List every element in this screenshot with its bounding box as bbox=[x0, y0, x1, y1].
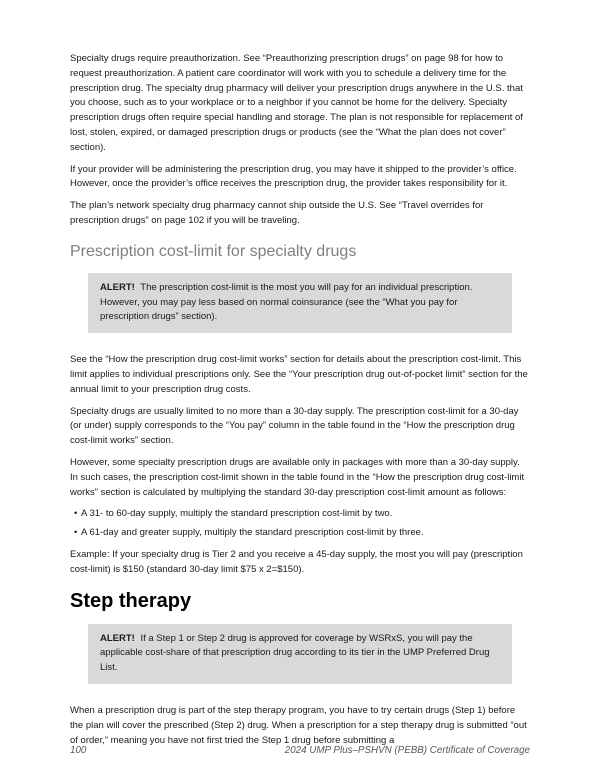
alert-text: If a Step 1 or Step 2 drug is approved for coverage by WSRxS, you will pay the applicable cost-share of that prescription drug according to its tier in the UMP Preferred Drug List. bbox=[100, 632, 490, 674]
list-item bbox=[70, 526, 530, 541]
list-item bbox=[70, 507, 530, 522]
paragraph-cost-limit-details: See the “How the prescription drug cost-limit works” section for details about the prescription cost-limit. This limit applies to individual prescriptions only. See the “Your prescription drug out-of-pocket limit” section for the annual limit to your prescription drug costs. bbox=[70, 354, 528, 395]
page-footer bbox=[70, 744, 530, 759]
cost-limit-multiplier-list bbox=[70, 507, 530, 541]
alert-label: ALERT! bbox=[100, 281, 135, 293]
bullet-icon: • bbox=[74, 527, 78, 539]
section-heading-step-therapy: Step therapy bbox=[70, 589, 192, 612]
section-heading-cost-limit: Prescription cost-limit for specialty drugs bbox=[70, 242, 357, 260]
alert-box-step-therapy bbox=[88, 624, 512, 684]
paragraph-example: Example: If your specialty drug is Tier 2 and you receive a 45-day supply, the most you will pay (prescription cost-limit) is $150 (standard 30-day limit $75 x 2=$150). bbox=[70, 548, 523, 575]
paragraph-provider-shipping: If your provider will be administering the prescription drug, you may have it shipped to the provider’s office. However, once the provider’s office receives the prescription drug, the provider takes responsibility for it. bbox=[70, 163, 517, 190]
footer-doc-title: 2024 UMP Plus–PSHVN (PEBB) Certificate of Coverage bbox=[284, 745, 530, 757]
page-content bbox=[70, 52, 530, 755]
paragraph-30-day-supply: Specialty drugs are usually limited to no more than a 30-day supply. The prescription cost-limit for a 30-day (or under) supply corresponds to the “You pay” column in the table found in the “How the prescription drug cost-limit works” section. bbox=[70, 405, 519, 447]
list-item-text: A 61-day and greater supply, multiply the standard prescription cost-limit by three. bbox=[81, 527, 424, 539]
paragraph-no-international-shipping: The plan’s network specialty drug pharmacy cannot ship outside the U.S. See “Travel overrides for prescription drugs” on page 102 if you will be traveling. bbox=[70, 200, 484, 226]
paragraph-packages-over-30-day: However, some specialty prescription drugs are available only in packages with more than a 30-day supply. In such cases, the prescription cost-limit shown in the table found in the “How the prescription drug cost-limit works” section is calculated by multiplying the standard 30-day prescription cost-limit amount as follows: bbox=[70, 456, 525, 498]
paragraph-preauthorization: Specialty drugs require preauthorization. See “Preauthorizing prescription drugs” on page 98 for how to request preauthorization. A patient care coordinator will work with you to schedule a delivery time for the prescription drug. The specialty drug pharmacy will deliver your prescription drugs anywhere in the U.S. that you choose, such as to your workplace or to a neighbor if you cannot be home for the delivery. Specialty prescription drugs often require special handling and storage. The plan is not responsible for replacement of lost, stolen, expired, or damaged prescription drugs or products (see the “What the plan does not cover” section). bbox=[70, 53, 523, 153]
alert-box-cost-limit bbox=[88, 273, 512, 333]
list-item-text: A 31- to 60-day supply, multiply the standard prescription cost-limit by two. bbox=[81, 508, 393, 520]
alert-text: The prescription cost-limit is the most you will pay for an individual prescription. However, you may pay less based on normal coinsurance (see the “What you pay for prescription drugs” section). bbox=[100, 281, 473, 323]
bullet-icon: • bbox=[74, 508, 78, 520]
alert-label: ALERT! bbox=[100, 632, 135, 644]
paragraph-step-therapy-program: When a prescription drug is part of the step therapy program, you have to try certain drugs (Step 1) before the plan will cover the prescribed (Step 2) drug. When a prescription for a step therapy drug is submitted “out of order,” meaning you have not first tried the Step 1 drug before submitting a bbox=[70, 704, 527, 746]
page-number: 100 bbox=[70, 745, 87, 757]
